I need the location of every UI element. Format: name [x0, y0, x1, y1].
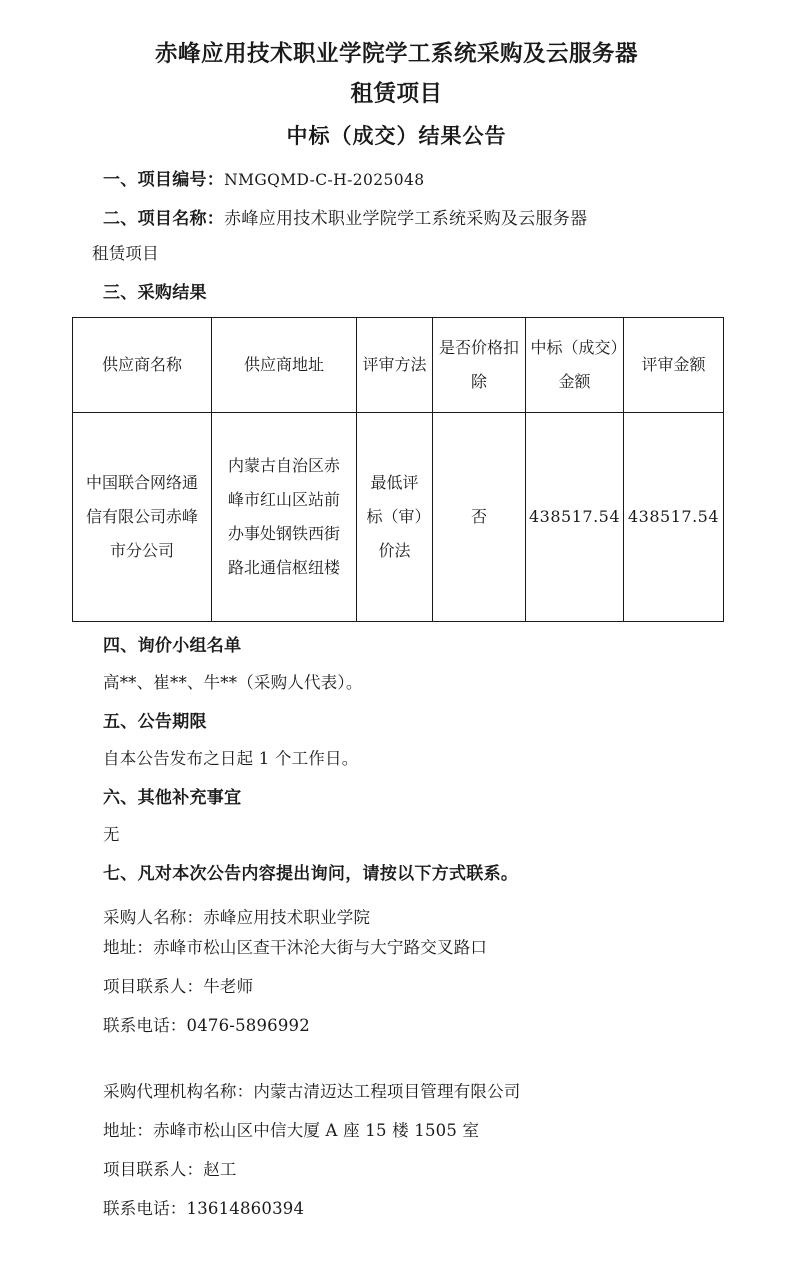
section-project-number [70, 165, 723, 195]
purchaser-address-value: 赤峰市松山区查干沐沦大街与大宁路交叉路口 [153, 938, 488, 957]
purchaser-address [70, 933, 723, 963]
page-title-line-2: 租赁项目 [350, 81, 443, 107]
cell-review-method [357, 413, 433, 622]
agency-name-value: 内蒙古清迈达工程项目管理有限公司 [253, 1082, 521, 1101]
column-header-review-amount: 评审金额 [624, 318, 724, 413]
section-contacts-heading: 七、凡对本次公告内容提出询问，请按以下方式联系。 [103, 864, 519, 884]
cell-price-deduction: 否 [433, 413, 526, 622]
agency-phone [70, 1194, 723, 1224]
cell-supplier-address-text: 内蒙古自治区赤峰市红山区站前办事处钢铁西街路北通信枢纽楼 [227, 456, 340, 577]
other-matters-text: 无 [103, 825, 120, 844]
cell-award-amount: 438517.54 [526, 413, 624, 622]
column-header-supplier-name: 供应商名称 [73, 318, 212, 413]
project-name-value-line-1: 赤峰应用技术职业学院学工系统采购及云服务器 [224, 209, 588, 229]
section-project-name [70, 204, 723, 234]
agency-phone-label: 联系电话： [103, 1199, 187, 1218]
procurement-result-table [72, 317, 724, 622]
agency-name [70, 1077, 723, 1107]
agency-name-label: 采购代理机构名称： [103, 1082, 254, 1101]
agency-address-label: 地址： [103, 1121, 154, 1140]
page-title [70, 34, 723, 114]
purchaser-name [70, 903, 723, 933]
purchaser-phone-label: 联系电话： [103, 1016, 187, 1035]
inquiry-group-members: 高**、崔**、牛**（采购人代表）。 [103, 673, 363, 692]
purchaser-contact-person-label: 项目联系人： [103, 977, 204, 996]
section-inquiry-group-heading: 四、询价小组名单 [103, 636, 242, 656]
purchaser-name-label: 采购人名称： [103, 908, 204, 927]
agency-phone-value: 13614860394 [186, 1199, 305, 1218]
purchaser-phone [70, 1011, 723, 1041]
contact-blocks-divider [70, 1041, 723, 1063]
cell-review-amount: 438517.54 [624, 413, 724, 622]
cell-supplier-name-text: 中国联合网络通信有限公司赤峰市分公司 [85, 473, 198, 560]
agency-address-value: 赤峰市松山区中信大厦 A 座 15 楼 1505 室 [153, 1121, 480, 1140]
purchaser-contact-person [70, 972, 723, 1002]
agency-contact-person-label: 项目联系人： [103, 1160, 204, 1179]
cell-review-method-text: 最低评标（审）价法 [366, 473, 423, 560]
project-name-value-line-2: 租赁项目 [92, 244, 159, 263]
section-project-number-label: 一、项目编号： [103, 170, 225, 190]
agency-contact-person-value: 赵工 [203, 1160, 237, 1179]
column-header-review-method: 评审方法 [357, 318, 433, 413]
column-header-award-amount: 中标（成交）金额 [526, 318, 624, 413]
table-header-row [73, 318, 724, 413]
purchaser-address-label: 地址： [103, 938, 154, 957]
agency-contact-person [70, 1155, 723, 1185]
purchaser-contact-block [70, 903, 723, 1041]
purchaser-contact-person-value: 牛老师 [203, 977, 254, 996]
section-project-name-label: 二、项目名称： [103, 209, 225, 229]
purchaser-phone-value: 0476-5896992 [186, 1016, 310, 1035]
cell-supplier-address [212, 413, 357, 622]
section-procurement-result-heading: 三、采购结果 [103, 283, 207, 303]
cell-supplier-name [73, 413, 212, 622]
table-row [73, 413, 724, 622]
column-header-supplier-address: 供应商地址 [212, 318, 357, 413]
purchaser-name-value: 赤峰应用技术职业学院 [203, 908, 371, 927]
section-announcement-period-heading: 五、公告期限 [103, 712, 207, 732]
agency-address [70, 1116, 723, 1146]
column-header-price-deduction: 是否价格扣除 [433, 318, 526, 413]
page-title-line-1: 赤峰应用技术职业学院学工系统采购及云服务器 [154, 41, 638, 67]
project-number-value: NMGQMD-C-H-2025048 [224, 171, 425, 189]
announcement-period-text: 自本公告发布之日起 1 个工作日。 [103, 749, 359, 768]
section-other-matters-heading: 六、其他补充事宜 [103, 788, 242, 808]
agency-contact-block [70, 1077, 723, 1224]
page-subtitle: 中标（成交）结果公告 [286, 123, 507, 148]
